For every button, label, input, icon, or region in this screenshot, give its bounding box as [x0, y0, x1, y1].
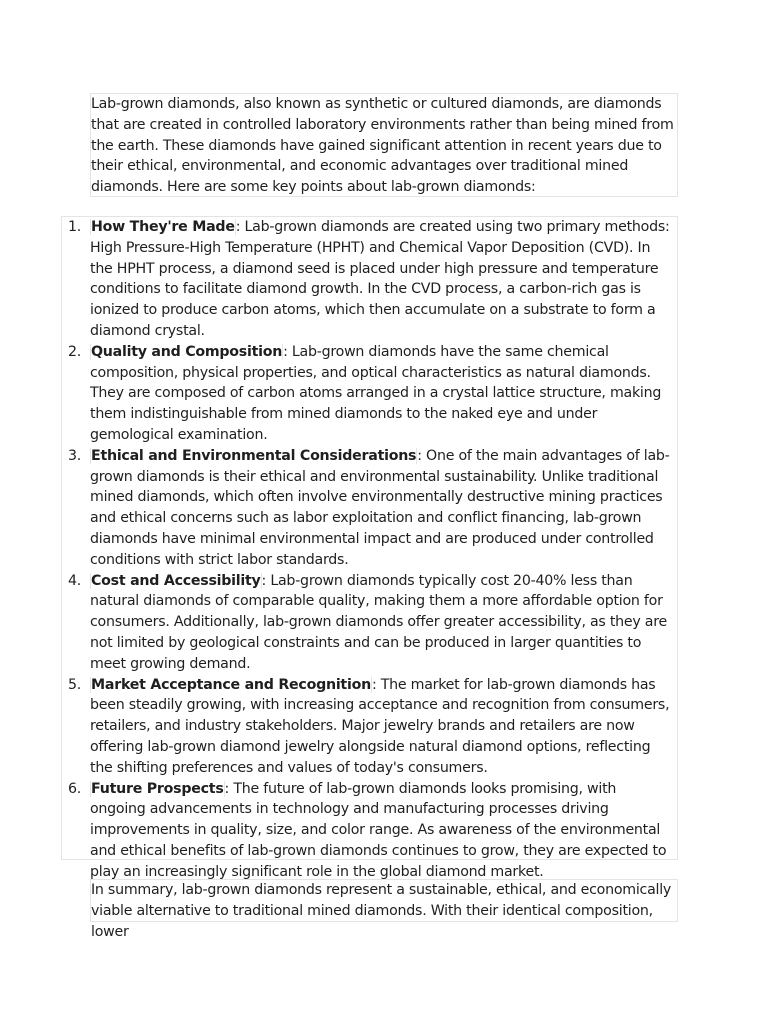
item-heading: Market Acceptance and Recognition	[91, 676, 371, 693]
list-number: 1.	[68, 219, 82, 235]
list-item	[62, 342, 677, 446]
item-heading: Cost and Accessibility	[91, 572, 261, 589]
summary-paragraph	[90, 879, 678, 940]
list-number: 4.	[68, 572, 82, 589]
intro-paragraph	[90, 93, 678, 197]
intro-text: Lab-grown diamonds, also known as synthetic or cultured diamonds, are diamonds that are created in controlled laboratory environments rather than being mined from the earth. These diamonds have gained significant attention in recent years due to their ethical, environmental, and economic advantages over traditional mined diamonds. Here are some key points about lab-grown diamonds:	[91, 96, 674, 196]
item-heading: Future Prospects	[91, 780, 224, 797]
list-number: 3.	[68, 447, 82, 464]
list-number: 2.	[68, 343, 82, 360]
list-number: 6.	[68, 780, 82, 797]
list-number: 5.	[68, 676, 82, 693]
item-body: : Lab-grown diamonds typically cost 20-40% less than natural diamonds of comparable quality, making them a more affordable option for consumers. Additionally, lab-grown diamonds offer greater accessibility, as they are not limited by geological constraints and can be produced in larger quantities to meet growing demand.	[90, 572, 667, 672]
item-body: : The market for lab-grown diamonds has been steadily growing, with increasing acceptance and recognition from consumers, retailers, and industry stakeholders. Major jewelry brands and retailers are now offering lab-grown diamond jewelry alongside natural diamond options, reflecting the shifting preferences and values of today's consumers.	[90, 676, 670, 776]
list-item	[62, 217, 677, 342]
item-body: : The future of lab-grown diamonds looks promising, with ongoing advancements in technology and manufacturing processes driving improvements in quality, size, and color range. As awareness of the environmental and ethical benefits of lab-grown diamonds continues to grow, they are expected to play an increasingly significant role in the global diamond market.	[90, 780, 667, 880]
list-item	[62, 779, 677, 883]
item-heading: Quality and Composition	[91, 343, 283, 360]
summary-text: In summary, lab-grown diamonds represent a sustainable, ethical, and economically viable alternative to traditional mined diamonds. With their identical composition, lower	[91, 882, 672, 940]
item-heading: Ethical and Environmental Considerations	[91, 447, 417, 464]
item-body: : Lab-grown diamonds have the same chemical composition, physical properties, and optical characteristics as natural diamonds. They are composed of carbon atoms arranged in a crystal lattice structure, making them indistinguishable from mined diamonds to the naked eye and under gemological examination.	[90, 343, 662, 443]
list-item	[62, 675, 677, 779]
key-points-list	[61, 216, 678, 880]
list-item	[62, 446, 677, 571]
item-heading: How They're Made	[91, 219, 235, 235]
item-body: : One of the main advantages of lab-grown diamonds is their ethical and environmental sustainability. Unlike traditional mined diamonds, which often involve environmentally destructive mining practices and ethical concerns such as labor exploitation and conflict financing, lab-grown diamonds have minimal environmental impact and are produced under controlled conditions with strict labor standards.	[90, 447, 670, 568]
item-body: : Lab-grown diamonds are created using two primary methods: High Pressure-High Temperature (HPHT) and Chemical Vapor Deposition (CVD). In the HPHT process, a diamond seed is placed under high pressure and temperature conditions to facilitate diamond growth. In the CVD process, a carbon-rich gas is ionized to produce carbon atoms, which then accumulate on a substrate to form a diamond crystal.	[90, 219, 670, 339]
list-item	[62, 571, 677, 675]
